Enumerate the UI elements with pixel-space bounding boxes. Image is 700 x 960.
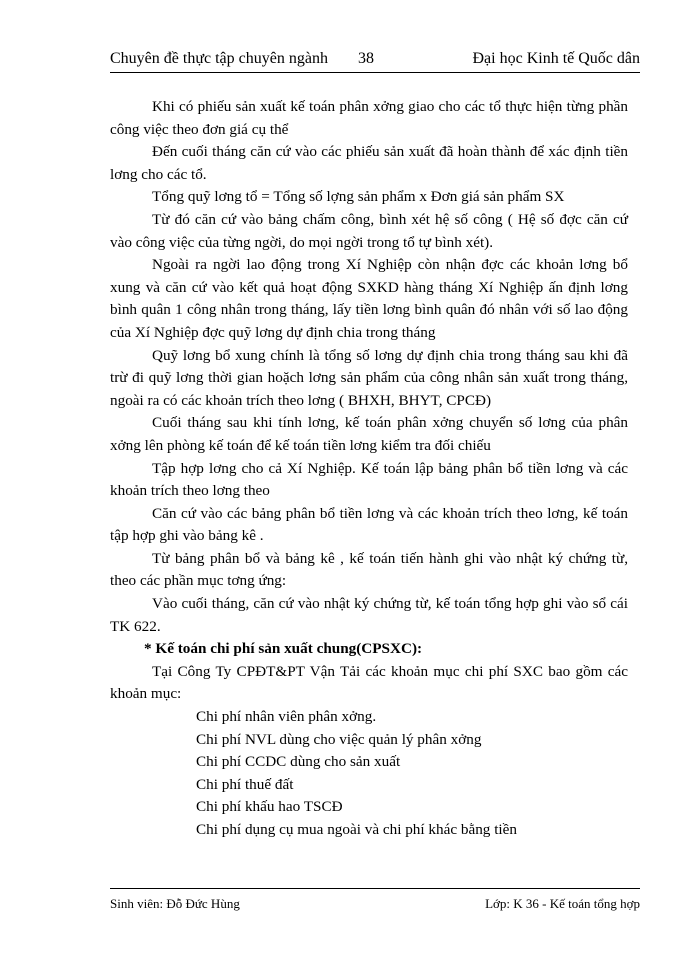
page-footer	[110, 888, 640, 915]
paragraph: Ngoài ra ngời lao động trong Xí Nghiệp còn nhận đợc các khoản lơng bổ xung và căn cứ vào kết quả hoạt động SXKD hàng tháng Xí Nghiệp ấn định lơng bình quân 1 công nhân trong tháng, lấy tiền lơng bình quân đó nhân với số lao động của Xí Nghiệp đợc quỹ lơng dự định chia trong tháng	[110, 256, 628, 341]
paragraph: Khi có phiếu sản xuất kế toán phân xởng giao cho các tổ thực hiện từng phần công việc theo đơn giá cụ thể	[110, 98, 628, 138]
list-item: Chi phí nhân viên phân xởng.	[196, 708, 377, 726]
list-item: Chi phí dụng cụ mua ngoài và chi phí khác bằng tiền	[196, 821, 517, 838]
list-item: Chi phí CCDC dùng cho sản xuất	[196, 753, 401, 771]
footer-class: Lớp: K 36 - Kế toán tổng hợp	[485, 896, 640, 911]
paragraph: Tập hợp lơng cho cả Xí Nghiệp. Kế toán lập bảng phân bổ tiền lơng và các khoản trích theo lơng theo	[110, 459, 628, 500]
paragraph: Căn cứ vào các bảng phân bổ tiền lơng và các khoản trích theo lơng, kế toán tập hợp ghi vào bảng kê .	[110, 504, 628, 545]
paragraph: Cuối tháng sau khi tính lơng, kế toán phân xởng chuyển số lơng của phân xởng lên phòng kế toán để kế toán tiền lơng kiểm tra đối chiếu	[110, 414, 628, 454]
paragraph: Từ bảng phân bổ và bảng kê , kế toán tiến hành ghi vào nhật ký chứng từ, theo các phần mục tơng ứng:	[110, 549, 628, 590]
section-heading: * Kế toán chi phí sản xuất chung(CPSXC):	[144, 640, 423, 658]
paragraph: Đến cuối tháng căn cứ vào các phiếu sản xuất đã hoàn thành để xác định tiền lơng cho các tổ.	[110, 143, 628, 183]
list-item: Chi phí NVL dùng cho việc quản lý phân xởng	[196, 730, 482, 748]
paragraph: Tổng quỹ lơng tổ = Tổng số lợng sản phẩm x Đơn giá sản phẩm SX	[152, 188, 565, 206]
list-item: Chi phí thuế đất	[196, 775, 294, 793]
page-header	[110, 48, 640, 73]
page-number: 38	[358, 50, 374, 67]
list-item: Chi phí khấu hao TSCĐ	[196, 798, 343, 816]
paragraph: Quỹ lơng bổ xung chính là tổng số lơng dự định chia trong tháng sau khi đã trừ đi quỹ lơng thời gian hoặch lơng sản phẩm của công nhân sản xuất trong tháng, ngoài ra có các khoản trích theo lơng ( BHXH, BHYT, CPCĐ)	[110, 346, 628, 409]
header-university: Đại học Kinh tế Quốc dân	[472, 50, 640, 67]
paragraph: Vào cuối tháng, căn cứ vào nhật ký chứng từ, kế toán tổng hợp ghi vào sổ cái TK 622.	[110, 595, 628, 635]
paragraph: Từ đó căn cứ vào bảng chấm công, bình xét hệ số công ( Hệ số đợc căn cứ vào công việc của từng ngời, do mọi ngời trong tổ tự bình xét).	[110, 210, 628, 251]
cost-item-list	[110, 706, 628, 842]
section-intro: Tại Công Ty CPĐT&PT Vận Tải các khoản mục chi phí SXC bao gồm các khoản mục:	[110, 662, 628, 703]
header-title: Chuyên đề thực tập chuyên ngành	[110, 50, 328, 67]
document-body	[110, 96, 628, 842]
footer-student: Sinh viên: Đỗ Đức Hùng	[110, 896, 240, 911]
